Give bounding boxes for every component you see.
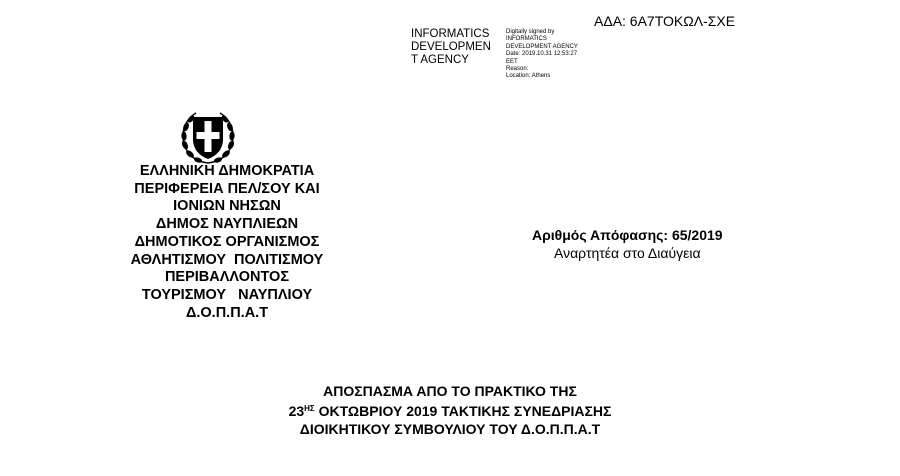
- signature-detail-line: DEVELOPMENT AGENCY: [506, 43, 578, 50]
- signature-detail-line: Location: Athens: [506, 73, 551, 80]
- signature-signer: [411, 28, 499, 67]
- issuer-line: ΔΗΜΟΣ ΝΑΥΠΛΙΕΩΝ: [155, 216, 299, 233]
- extract-line-2: [210, 400, 690, 420]
- issuer-line: ΑΘΛΗΤΙΣΜΟΥ ΠΟΛΙΤΙΣΜΟΥ: [130, 251, 324, 268]
- issuer-line: ΕΛΛΗΝΙΚΗ ΔΗΜΟΚΡΑΤΙΑ: [139, 163, 315, 179]
- decision-block: [532, 226, 723, 262]
- extract-title: [210, 382, 690, 438]
- issuer-line: ΠΕΡΙΦΕΡΕΙΑ ΠΕΛ/ΣΟΥ ΚΑΙ: [134, 180, 320, 197]
- greek-coat-of-arms-icon: [179, 109, 237, 167]
- signature-detail-line: Date: 2019.10.31 12:53:27: [506, 51, 578, 58]
- meeting-day: 23: [288, 403, 305, 419]
- publication-note: Αναρτητέα στο Διαύγεια: [554, 245, 701, 261]
- signature-detail-line: INFORMATICS: [506, 36, 547, 43]
- issuer-line: ΠΕΡΙΒΑΛΛΟΝΤΟΣ: [164, 269, 290, 286]
- ordinal-suffix: ΗΣ: [304, 404, 315, 413]
- issuer-line: ΤΟΥΡΙΣΜΟΥ ΝΑΥΠΛΙΟΥ: [141, 286, 313, 303]
- issuer-line: ΔΗΜΟΤΙΚΟΣ ΟΡΓΑΝΙΣΜΟΣ: [134, 233, 320, 250]
- signature-detail-line: Digitally signed by: [506, 29, 555, 35]
- signature-details: [506, 29, 616, 81]
- signature-detail-line: Reason:: [506, 66, 529, 73]
- meeting-description: ΟΚΤΩΒΡΙΟΥ 2019 ΤΑΚΤΙΚΗΣ ΣΥΝΕΔΡΙΑΣΗΣ: [314, 403, 612, 419]
- signer-line: DEVELOPMEN: [411, 41, 491, 53]
- extract-line-1: ΑΠΟΣΠΑΣΜΑ ΑΠΟ ΤΟ ΠΡΑΚΤΙΚΟ ΤΗΣ: [323, 383, 577, 399]
- issuer-line: ΙΟΝΙΩΝ ΝΗΣΩΝ: [173, 198, 281, 215]
- extract-line-3: ΔΙΟΙΚΗΤΙΚΟΥ ΣΥΜΒΟΥΛΙΟΥ ΤΟΥ Δ.Ο.Π.Π.Α.Τ: [299, 421, 601, 437]
- decision-number: Αριθμός Απόφασης: 65/2019: [532, 227, 723, 243]
- signer-line: T AGENCY: [411, 54, 469, 66]
- signature-detail-line: EET: [506, 58, 518, 65]
- issuer-block: [94, 163, 360, 322]
- issuer-line: Δ.Ο.Π.Π.Α.Τ: [185, 304, 269, 321]
- ada-code: ΑΔΑ: 6Α7ΤΟΚΩΛ-ΣΧΕ: [594, 13, 736, 29]
- signer-line: INFORMATICS: [411, 28, 490, 40]
